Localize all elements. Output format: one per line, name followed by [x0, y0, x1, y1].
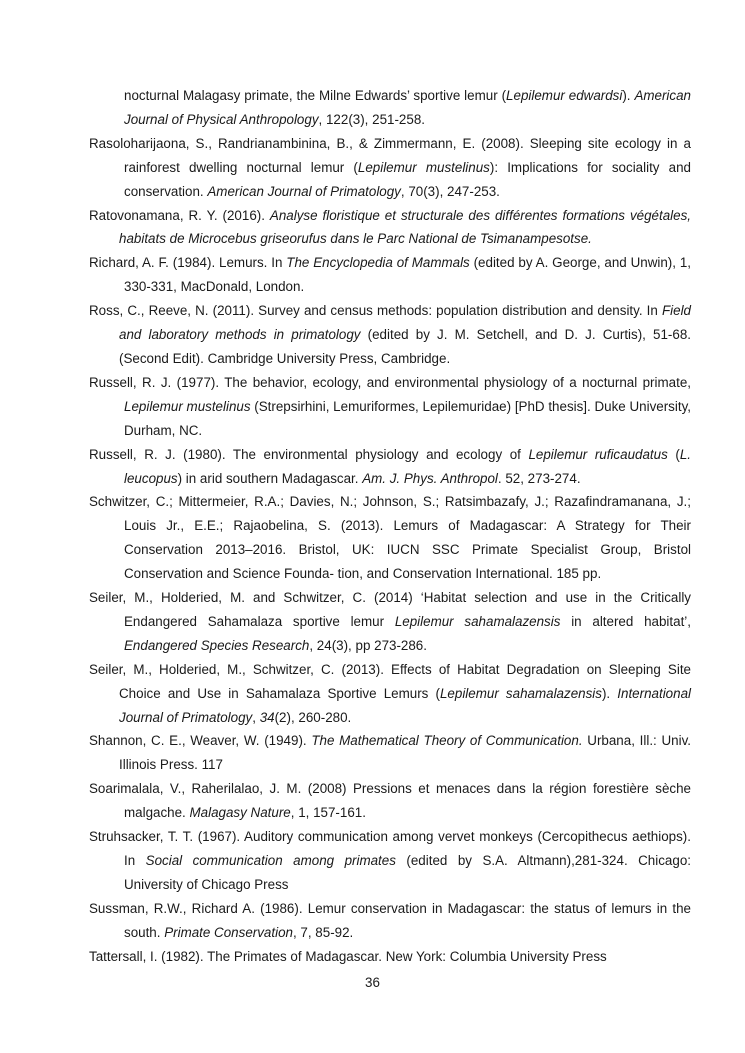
reference-italic-text: L. leucopus [124, 446, 691, 486]
reference-text: , [252, 709, 260, 725]
reference-italic-text: The Encyclopedia of Mammals [286, 255, 470, 271]
reference-text: ): Implications for sociality and conservation. [124, 159, 691, 199]
reference-entry [89, 132, 691, 204]
reference-entry [89, 777, 691, 825]
reference-italic-text: Lepilemur sahamalazensis [394, 613, 561, 629]
reference-entry [89, 371, 691, 443]
reference-text: . 52, 273-274. [497, 470, 581, 486]
reference-italic-text: American Journal of Primatology [207, 183, 401, 199]
reference-text: Seiler, M., Holderied, M. and Schwitzer, C. (2014) ‘Habitat selection and use in the Critically Endangered Sahamalaza sportive lemur [89, 590, 691, 629]
reference-text: , 1, 157-161. [290, 805, 366, 821]
reference-italic-text: Lepilemur edwardsi [506, 88, 623, 103]
reference-text: ( [667, 446, 680, 462]
reference-italic-text: Lepilemur ruficaudatus [528, 446, 668, 462]
reference-text: Urbana, Ill.: Univ. Illinois Press. 117 [119, 733, 691, 773]
reference-text: Russell, R. J. (1980). The environmental physiology and ecology of [89, 446, 529, 462]
reference-text: in altered habitat’, [560, 613, 691, 629]
reference-italic-text: Am. J. Phys. Anthropol [362, 470, 498, 486]
reference-text: Ross, C., Reeve, N. (2011). Survey and census methods: population distribution and density. In [89, 303, 662, 319]
reference-entry [89, 586, 691, 658]
reference-italic-text: Field and laboratory methods in primatology [119, 303, 691, 343]
page-number: 36 [365, 975, 380, 990]
reference-text: (edited by A. George, and Unwin), 1, 330-331, MacDonald, London. [124, 255, 691, 295]
reference-text: (edited by S.A. Altmann),281-324. Chicago: University of Chicago Press [124, 853, 691, 892]
reference-text: ) in arid southern Madagascar. [177, 470, 363, 486]
reference-italic-text: 34 [259, 709, 275, 725]
reference-italic-text: International Journal of Primatology [119, 685, 691, 725]
reference-entry [89, 490, 691, 586]
reference-italic-text: Lepilemur sahamalazensis [439, 685, 602, 701]
reference-text: Rasoloharijaona, S., Randrianambinina, B., & Zimmermann, E. (2008). Sleeping site ecology in a rainforest dwelling nocturnal lemur ( [89, 135, 691, 175]
reference-entry [89, 299, 691, 371]
reference-entry [89, 945, 691, 969]
reference-entry [89, 825, 691, 897]
reference-text: (edited by J. M. Setchell, and D. J. Curtis), 51-68. (Second Edit). Cambridge University Press, Cambridge. [119, 327, 692, 366]
reference-text: Struhsacker, T. T. (1967). Auditory communication among vervet monkeys (Cercopithecus aethiops). In [89, 829, 691, 868]
reference-text: , 122(3), 251-258. [318, 111, 425, 127]
reference-text: ). [622, 88, 635, 103]
reference-text: ). [601, 685, 618, 701]
reference-italic-text: Social communication among primates [145, 853, 396, 868]
reference-text: , 70(3), 247-253. [400, 183, 500, 199]
reference-entry [89, 84, 691, 132]
reference-italic-text: Primate Conservation [164, 924, 293, 940]
reference-italic-text: Endangered Species Research [124, 637, 310, 653]
reference-text: Richard, A. F. (1984). Lemurs. In [89, 255, 287, 271]
reference-text: Shannon, C. E., Weaver, W. (1949). [89, 733, 312, 749]
reference-text: Sussman, R.W., Richard A. (1986). Lemur conservation in Madagascar: the status of lemurs in the south. [89, 900, 691, 940]
reference-italic-text: The Mathematical Theory of Communication. [311, 733, 583, 749]
reference-text: Soarimalala, V., Raherilalao, J. M. (2008) Pressions et menaces dans la région forestière sèche malgache. [89, 781, 691, 821]
reference-text: Russell, R. J. (1977). The behavior, ecology, and environmental physiology of a nocturnal primate, [89, 374, 691, 390]
reference-text: (2), 260-280. [274, 709, 352, 725]
reference-italic-text: Analyse floristique et structurale des différentes formations végétales, habitats de Microcebus griseorufus dans le Parc National de Tsimanampesotse. [119, 207, 691, 247]
reference-text: Schwitzer, C.; Mittermeier, R.A.; Davies, N.; Johnson, S.; Ratsimbazafy, J.; Razafindramanana, J.; Louis Jr., E.E.; Rajaobelina, S. (2013). Lemurs of Madagascar: A Strategy for Their Conservation 2013–2016. Bristol, UK: IUCN SSC Primate Specialist Group, Bristol Conservation and Science Founda- tion, and Conservation International. 185 pp. [89, 494, 691, 582]
reference-text: , 7, 85-92. [292, 924, 354, 940]
reference-entry [89, 658, 691, 730]
reference-text: nocturnal Malagasy primate, the Milne Edwards’ sportive lemur ( [124, 88, 507, 103]
reference-entry [89, 897, 691, 945]
reference-text: Tattersall, I. (1982). The Primates of Madagascar. New York: Columbia University Press [89, 948, 607, 964]
reference-list [89, 84, 691, 969]
reference-italic-text: Malagasy Nature [189, 805, 291, 821]
reference-text: (Strepsirhini, Lemuriformes, Lepilemuridae) [PhD thesis]. Duke University, Durham, NC. [124, 398, 691, 438]
reference-italic-text: Lepilemur mustelinus [124, 398, 251, 414]
reference-entry [89, 443, 691, 491]
reference-entry [89, 251, 691, 299]
reference-italic-text: Lepilemur mustelinus [357, 159, 490, 175]
reference-italic-text: American Journal of Physical Anthropology [124, 88, 691, 127]
reference-text: Seiler, M., Holderied, M., Schwitzer, C. (2013). Effects of Habitat Degradation on Sleeping Site Choice and Use in Sahamalaza Sportive Lemurs ( [89, 661, 691, 701]
reference-text: , 24(3), pp 273-286. [309, 637, 427, 653]
reference-entry [89, 729, 691, 777]
reference-entry [89, 204, 691, 252]
reference-text: Ratovonamana, R. Y. (2016). [89, 207, 270, 223]
